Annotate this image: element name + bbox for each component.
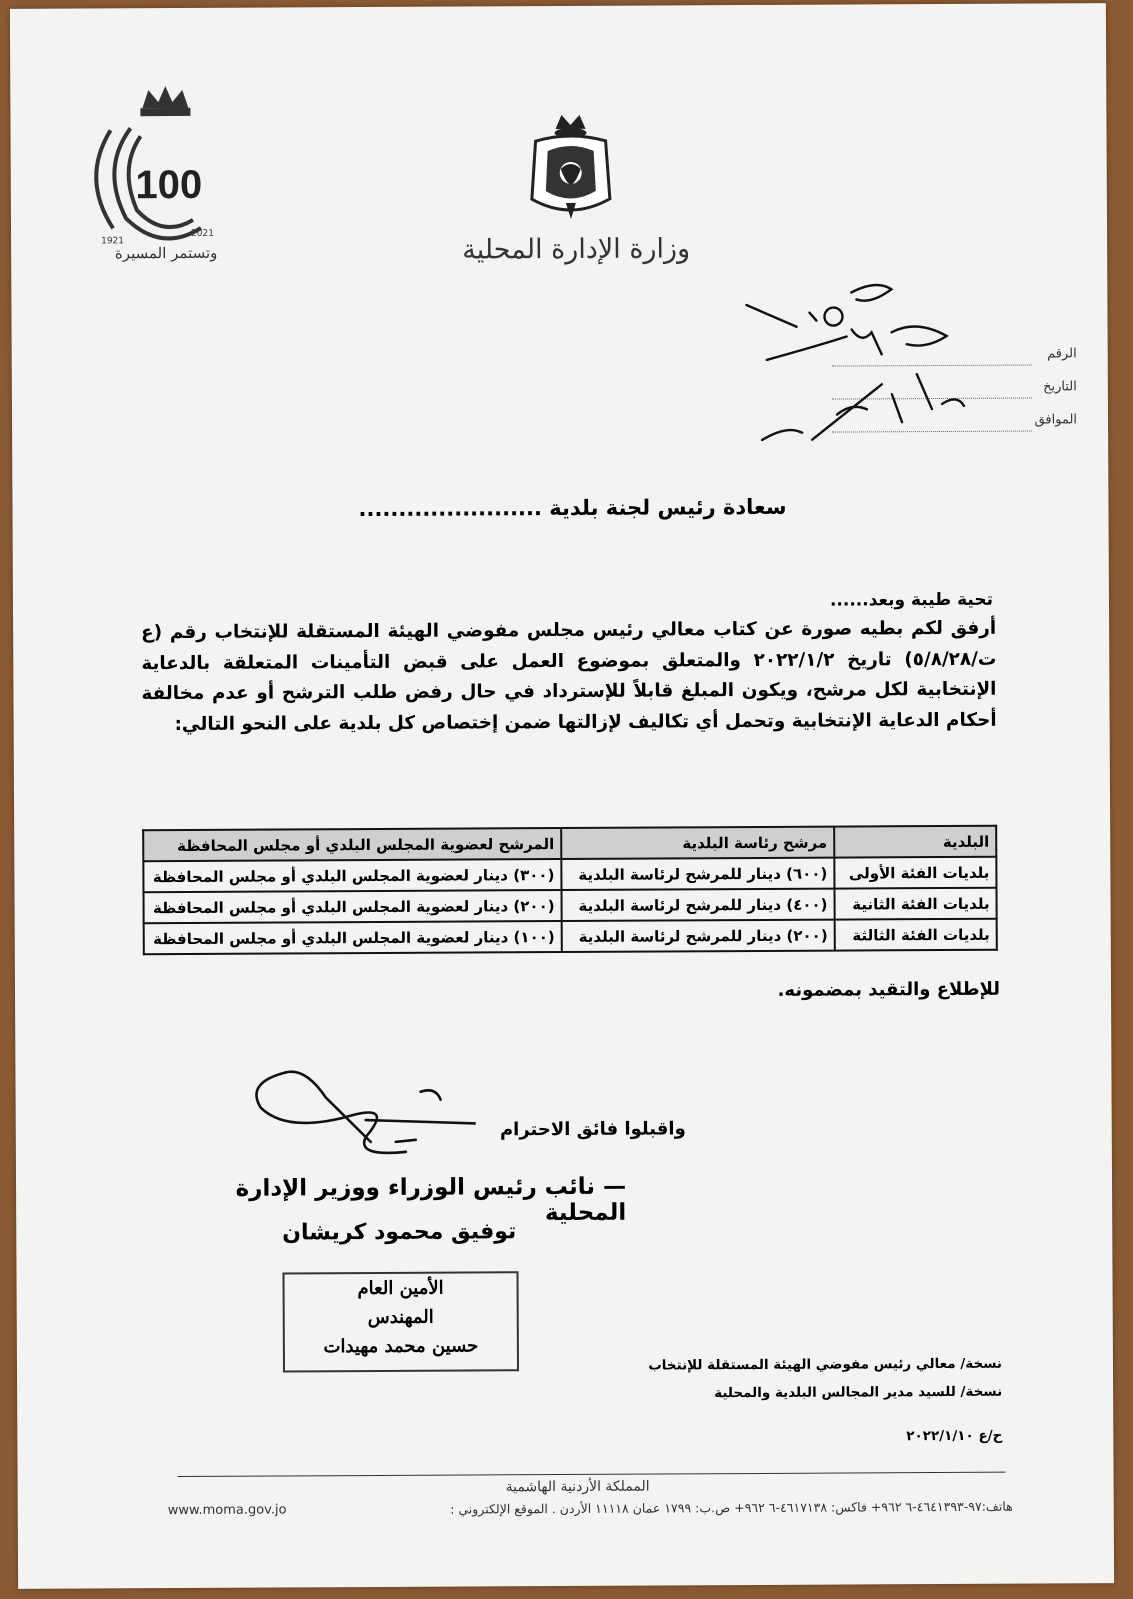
- centenary-year-start: 1921: [101, 236, 125, 247]
- table-cell: (٢٠٠) دينار للمرشح لرئاسة البلدية: [562, 920, 835, 952]
- footer-divider: [178, 1472, 1006, 1477]
- header-municipality: البلدية: [834, 826, 996, 858]
- stamp-name: حسين محمد مهيدات: [323, 1335, 479, 1358]
- internal-reference: ح/ع ٢٠٢٢/١/١٠: [906, 1427, 1003, 1445]
- closing-regards: واقبلوا فائق الاحترام: [499, 1118, 686, 1141]
- table-cell: بلديات الفئة الثانية: [834, 888, 996, 920]
- centenary-slogan: وتستمر المسيرة: [114, 243, 218, 263]
- stamp-title: الأمين العام: [357, 1277, 444, 1300]
- letter-body: أرفق لكم بطيه صورة عن كتاب معالي رئيس مجلس مفوضي الهيئة المستقلة للإنتخاب رقم (ع ت/٥/٨/٢٨) تاريخ ٢٠٢٢/١/٢ والمتعلق بموضوع العمل على قبض التأمينات المتعلقة بالدعاية الإنتخابية لكل مرشح، ويكون المبلغ قابلاً للإسترداد في حال رفض طلب الترشح أو عدم مخالفة أحكام الدعاية الإنتخابية وتحمل أي تكاليف لإزالتها ضمن إختصاص كل بلدية على النحو التالي:: [141, 617, 997, 735]
- ministry-name: وزارة الإدارة المحلية: [462, 233, 691, 266]
- signatory-title-text: نائب رئيس الوزراء ووزير الإدارة المحلية: [235, 1173, 627, 1227]
- signatory-title: — نائب رئيس الوزراء ووزير الإدارة المحلية: [235, 1173, 627, 1227]
- reference-number-label: الرقم: [1047, 346, 1077, 362]
- table-row: [143, 857, 996, 892]
- footer-contact-details: هاتف:٩٧-٤٦٤١٣٩٣-٦ ٩٦٢+ فاكس: ٤٦١٧١٣٨-٦ ٩٦٢+ ص.ب: ١٧٩٩ عمان ١١١١٨ الأردن . الموقع الإلكتروني :: [450, 1498, 1013, 1517]
- table-row: [143, 888, 996, 923]
- header-mayor-candidate: مرشح رئاسة البلدية: [561, 827, 834, 859]
- table-cell: (٦٠٠) دينار للمرشح لرئاسة البلدية: [561, 858, 834, 890]
- letter-greeting: تحية طيبة وبعد......: [829, 589, 994, 611]
- table-header-row: [143, 826, 996, 861]
- footer-website[interactable]: www.moma.gov.jo: [167, 1502, 287, 1519]
- secretary-general-stamp: [282, 1271, 519, 1372]
- candidate-fees-table: [142, 825, 998, 955]
- stamp-subtitle: المهندس: [367, 1306, 434, 1329]
- reference-corresponding-label: الموافق: [1034, 412, 1078, 428]
- footer-kingdom: المملكة الأردنية الهاشمية: [505, 1478, 650, 1496]
- footer-contact: [168, 1499, 1013, 1518]
- copy-recipient-1: نسخة/ معالي رئيس مفوضي الهيئة المستقلة للإنتخاب: [648, 1355, 1003, 1374]
- table-cell: بلديات الفئة الثالثة: [835, 919, 997, 951]
- letter-salutation: سعادة رئيس لجنة بلدية .......................: [358, 494, 787, 522]
- letter-page: [10, 3, 1114, 1589]
- table-cell: (١٠٠) دينار لعضوية المجلس البلدي أو مجلس المحافظة: [144, 921, 562, 954]
- copy-recipient-2: نسخة/ للسيد مدير المجالس البلدية والمحلية: [714, 1383, 1003, 1402]
- header-council-candidate: المرشح لعضوية المجلس البلدي أو مجلس المحافظة: [143, 828, 561, 861]
- reference-date-label: التاريخ: [1043, 379, 1077, 395]
- coat-of-arms-emblem: [525, 111, 616, 226]
- signatory-name: توفيق محمود كريشان: [282, 1219, 517, 1246]
- table-cell: (٣٠٠) دينار لعضوية المجلس البلدي أو مجلس المحافظة: [143, 859, 561, 892]
- closing-instruction: للإطلاع والتقيد بمضمونه.: [777, 978, 1001, 1001]
- table-cell: بلديات الفئة الأولى: [834, 857, 996, 889]
- table-cell: (٤٠٠) دينار للمرشح لرئاسة البلدية: [561, 889, 834, 921]
- centenary-number: 100: [135, 162, 203, 208]
- handwritten-signature: [245, 1061, 476, 1172]
- table-row: [144, 919, 997, 954]
- table-cell: (٢٠٠) دينار لعضوية المجلس البلدي أو مجلس المحافظة: [143, 890, 561, 923]
- handwritten-reference-marks: [741, 274, 982, 455]
- centenary-year-end: 2021: [191, 228, 214, 239]
